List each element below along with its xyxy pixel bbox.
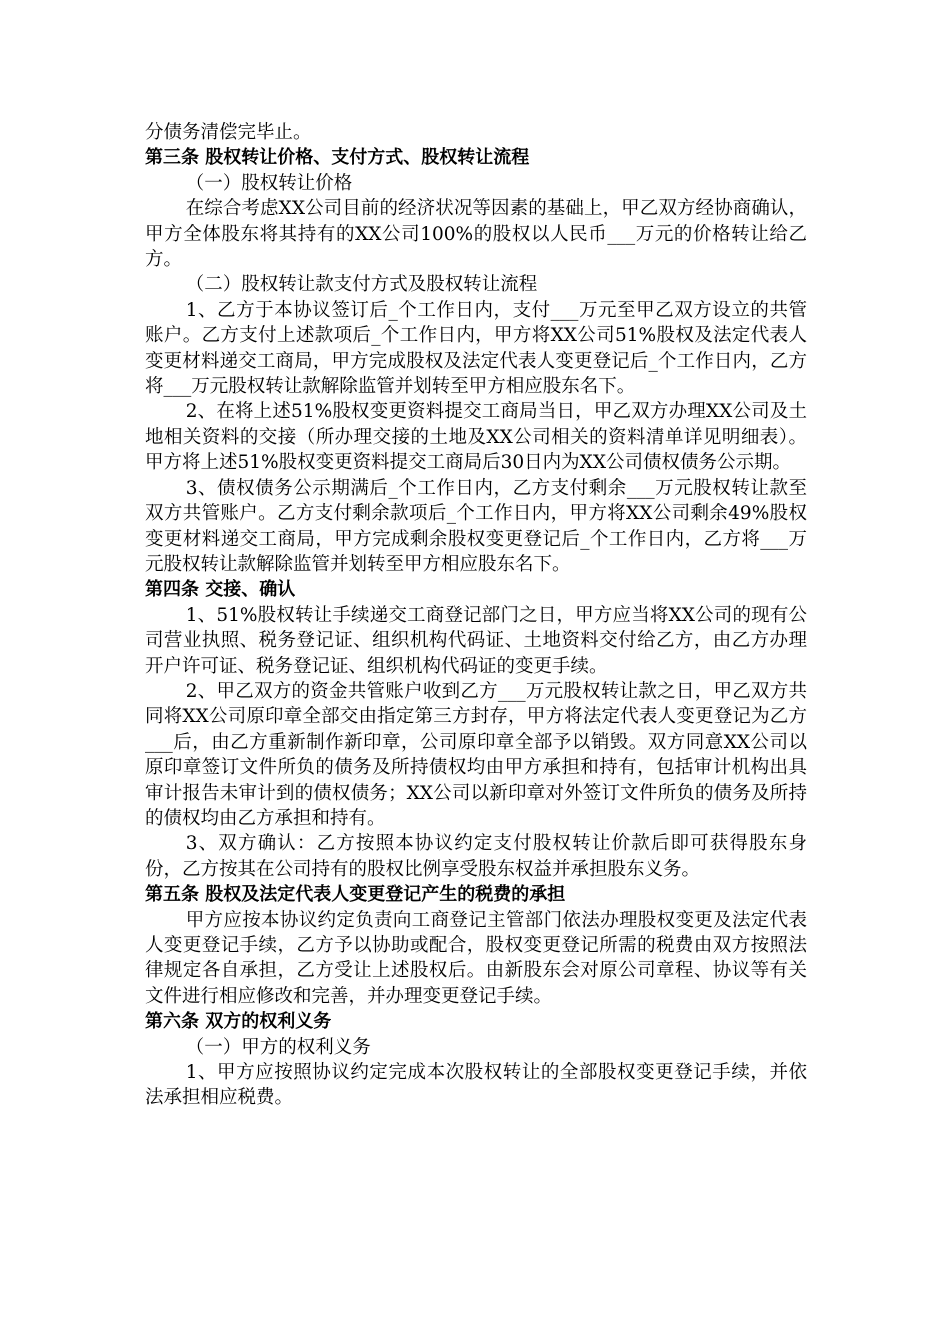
section-payment-title: （二）股权转让款支付方式及股权转让流程 xyxy=(185,274,538,296)
section-price-title: （一）股权转让价格 xyxy=(185,172,353,194)
paragraph-handover-2: 2、甲乙双方的资金共管账户收到乙方___万元股权转让款之日，甲乙双方共同将XX公司原印章全部交由指定第三方封存，甲方将法定代表人变更登记为乙方___后，由乙方重新制作新印章，公司原印章全部予以销毁。双方同意XX公司以原印章签订文件所负的债务及所持债权均由甲方承担和持有，包括审计机构出具审计报告未审计到的债权债务；XX公司以新印章对外签订文件所负的债务及所持的债权均由乙方承担和持有。 xyxy=(145,680,807,829)
document-page xyxy=(145,120,807,1111)
paragraph-taxes: 甲方应按本协议约定负责向工商登记主管部门依法办理股权变更及法定代表人变更登记手续，乙方予以协助或配合，股权变更登记所需的税费由双方按照法律规定各自承担，乙方受让上述股权后。由新股东会对原公司章程、协议等有关文件进行相应修改和完善，并办理变更登记手续。 xyxy=(145,909,807,1007)
paragraph-price: 在综合考虑XX公司目前的经济状况等因素的基础上，甲乙双方经协商确认，甲方全体股东将其持有的XX公司100%的股权以人民币___万元的价格转让给乙方。 xyxy=(145,198,807,271)
paragraph-payment-2: 2、在将上述51%股权变更资料提交工商局当日，甲乙双方办理XX公司及土地相关资料的交接（所办理交接的土地及XX公司相关的资料清单详见明细表）。甲方将上述51%股权变更资料提交工商局后30日内为XX公司债权债务公示期。 xyxy=(145,401,807,474)
paragraph-handover-3: 3、双方确认：乙方按照本协议约定支付股权转让价款后即可获得股东身份，乙方按其在公司持有的股权比例享受股东权益并承担股东义务。 xyxy=(145,833,807,880)
paragraph-handover-1: 1、51%股权转让手续递交工商登记部门之日，甲方应当将XX公司的现有公司营业执照、税务登记证、组织机构代码证、土地资料交付给乙方，由乙方办理开户许可证、税务登记证、组织机构代码证的变更手续。 xyxy=(145,604,807,677)
section-party-a-title: （一）甲方的权利义务 xyxy=(185,1036,371,1058)
paragraph-continuation: 分债务清偿完毕止。 xyxy=(145,122,312,143)
article-4-heading: 第四条 交接、确认 xyxy=(145,579,296,601)
article-3-heading: 第三条 股权转让价格、支付方式、股权转让流程 xyxy=(145,147,530,169)
paragraph-payment-1: 1、乙方于本协议签订后_个工作日内，支付___万元至甲乙双方设立的共管账户。乙方支付上述款项后_个工作日内，甲方将XX公司51%股权及法定代表人变更材料递交工商局，甲方完成股权及法定代表人变更登记后_个工作日内，乙方将___万元股权转让款解除监管并划转至甲方相应股东名下。 xyxy=(145,299,807,398)
paragraph-party-a-1: 1、甲方应按照协议约定完成本次股权转让的全部股权变更登记手续，并依法承担相应税费。 xyxy=(145,1062,807,1109)
article-6-heading: 第六条 双方的权利义务 xyxy=(145,1011,332,1033)
paragraph-payment-3: 3、债权债务公示期满后_个工作日内，乙方支付剩余___万元股权转让款至双方共管账户。乙方支付剩余款项后_个工作日内，甲方将XX公司剩余49%股权变更材料递交工商局，甲方完成剩余股权变更登记后_个工作日内，乙方将___万元股权转让款解除监管并划转至甲方相应股东名下。 xyxy=(145,477,807,575)
article-5-heading: 第五条 股权及法定代表人变更登记产生的税费的承担 xyxy=(145,884,566,906)
